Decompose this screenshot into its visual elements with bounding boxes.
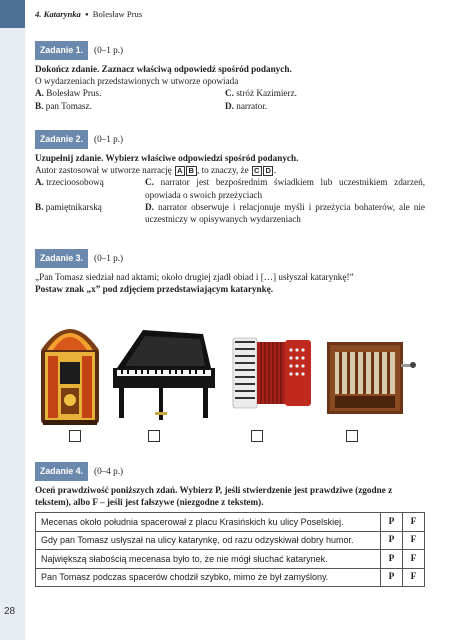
task-1 xyxy=(35,42,425,112)
false-option[interactable]: F xyxy=(403,550,425,569)
running-header xyxy=(35,9,142,19)
true-false-table xyxy=(35,512,425,587)
task-4-points: (0–4 p.) xyxy=(94,466,124,477)
task-3-points: (0–1 p.) xyxy=(94,253,124,264)
task-3-quote: „Pan Tomasz siedział nad aktami; około drugiej zjadł obiad i […] usłyszał katarynkę!” xyxy=(35,272,354,282)
true-option[interactable]: P xyxy=(381,568,403,587)
page-number: 28 xyxy=(4,606,16,617)
task-2-option-a[interactable]: A. trzecioosobową xyxy=(35,177,104,188)
task-2-instruction: Uzupełnij zdanie. Wybierz właściwe odpowiedzi spośród podanych. xyxy=(35,153,299,163)
task-1-option-c[interactable]: C. stróż Kazimierz. xyxy=(225,88,297,99)
choice-box-a[interactable]: A xyxy=(175,166,185,176)
statement: Gdy pan Tomasz usłyszał na ulicy katarynkę, od razu odzyskiwał dobry humor. xyxy=(36,531,381,550)
task-2-option-b[interactable]: B. pamiętnikarską xyxy=(35,201,102,212)
task-3 xyxy=(35,250,425,295)
page-margin-bar xyxy=(0,0,25,640)
checkbox-barrel-organ[interactable] xyxy=(346,430,358,442)
true-option[interactable]: P xyxy=(381,550,403,569)
statement: Największą słabością mecenasa było to, że nie mógł słuchać katarynek. xyxy=(36,550,381,569)
task-1-option-a[interactable]: A. Bolesław Prus. xyxy=(35,88,102,99)
task-2-points: (0–1 p.) xyxy=(94,134,124,145)
grand-piano-photo xyxy=(113,330,215,420)
instrument-photos xyxy=(35,308,425,426)
checkbox-grand-piano[interactable] xyxy=(148,430,160,442)
false-option[interactable]: F xyxy=(403,513,425,532)
task-2-option-c[interactable]: C. narrator jest bezpośrednim świadkiem lub uczestnikiem zdarzeń, opowiada o swoich przeżyciach xyxy=(145,177,425,200)
task-1-label: Zadanie 1. xyxy=(35,41,88,59)
statement: Pan Tomasz podczas spacerów chodził szybko, mimo że był zamyślony. xyxy=(36,568,381,587)
choice-box-c[interactable]: C xyxy=(252,166,262,176)
checkbox-jukebox[interactable] xyxy=(69,430,81,442)
false-option[interactable]: F xyxy=(403,531,425,550)
bullet-separator: ● xyxy=(85,12,89,18)
task-2-stem: Autor zastosował w utworze narrację A B , to znaczy, że C D . xyxy=(35,165,277,176)
task-2-option-d[interactable]: D. narrator obserwuje i relacjonuje myśli i przeżycia bohaterów, ale nie uczestniczy w opisywanych wydarzeniach xyxy=(145,201,425,225)
choice-box-d[interactable]: D xyxy=(263,166,273,176)
false-option[interactable]: F xyxy=(403,568,425,587)
jukebox-photo xyxy=(41,329,99,425)
task-1-option-d[interactable]: D. narrator. xyxy=(225,100,268,111)
task-4 xyxy=(35,463,425,508)
table-row xyxy=(36,513,425,532)
true-option[interactable]: P xyxy=(381,531,403,550)
true-option[interactable]: P xyxy=(381,513,403,532)
task-3-instruction: Postaw znak „x” pod zdjęciem przedstawiającym katarynkę. xyxy=(35,284,274,295)
statement: Mecenas około południa spacerował z placu Krasińskich ku ulicy Poselskiej. xyxy=(36,513,381,532)
author-name: Bolesław Prus xyxy=(92,9,143,19)
barrel-organ-photo xyxy=(327,342,416,414)
task-2-label: Zadanie 2. xyxy=(35,130,88,148)
task-4-instruction: Oceń prawdziwość poniższych zdań. Wybierz P, jeśli stwierdzenie jest prawdziwe (zgodne z tekstem), albo F – jeśli jest fałszywe (niezgodne z tekstem). xyxy=(35,485,393,508)
checkbox-accordion[interactable] xyxy=(251,430,263,442)
task-3-label: Zadanie 3. xyxy=(35,249,88,267)
accordion-photo xyxy=(233,338,311,408)
task-1-stem: O wydarzeniach przedstawionych w utworze opowiada xyxy=(35,76,239,87)
table-row xyxy=(36,550,425,569)
task-2 xyxy=(35,131,425,225)
task-1-points: (0–1 p.) xyxy=(94,45,124,56)
task-1-instruction: Dokończ zdanie. Zaznacz właściwą odpowiedź spośród podanych. xyxy=(35,64,292,74)
task-1-option-b[interactable]: B. pan Tomasz. xyxy=(35,100,92,111)
choice-box-b[interactable]: B xyxy=(186,166,196,176)
chapter-title: 4. Katarynka xyxy=(35,9,81,19)
photo-checkboxes xyxy=(0,429,461,443)
table-row xyxy=(36,568,425,587)
table-row xyxy=(36,531,425,550)
task-4-label: Zadanie 4. xyxy=(35,462,88,480)
corner-marker xyxy=(0,0,25,28)
